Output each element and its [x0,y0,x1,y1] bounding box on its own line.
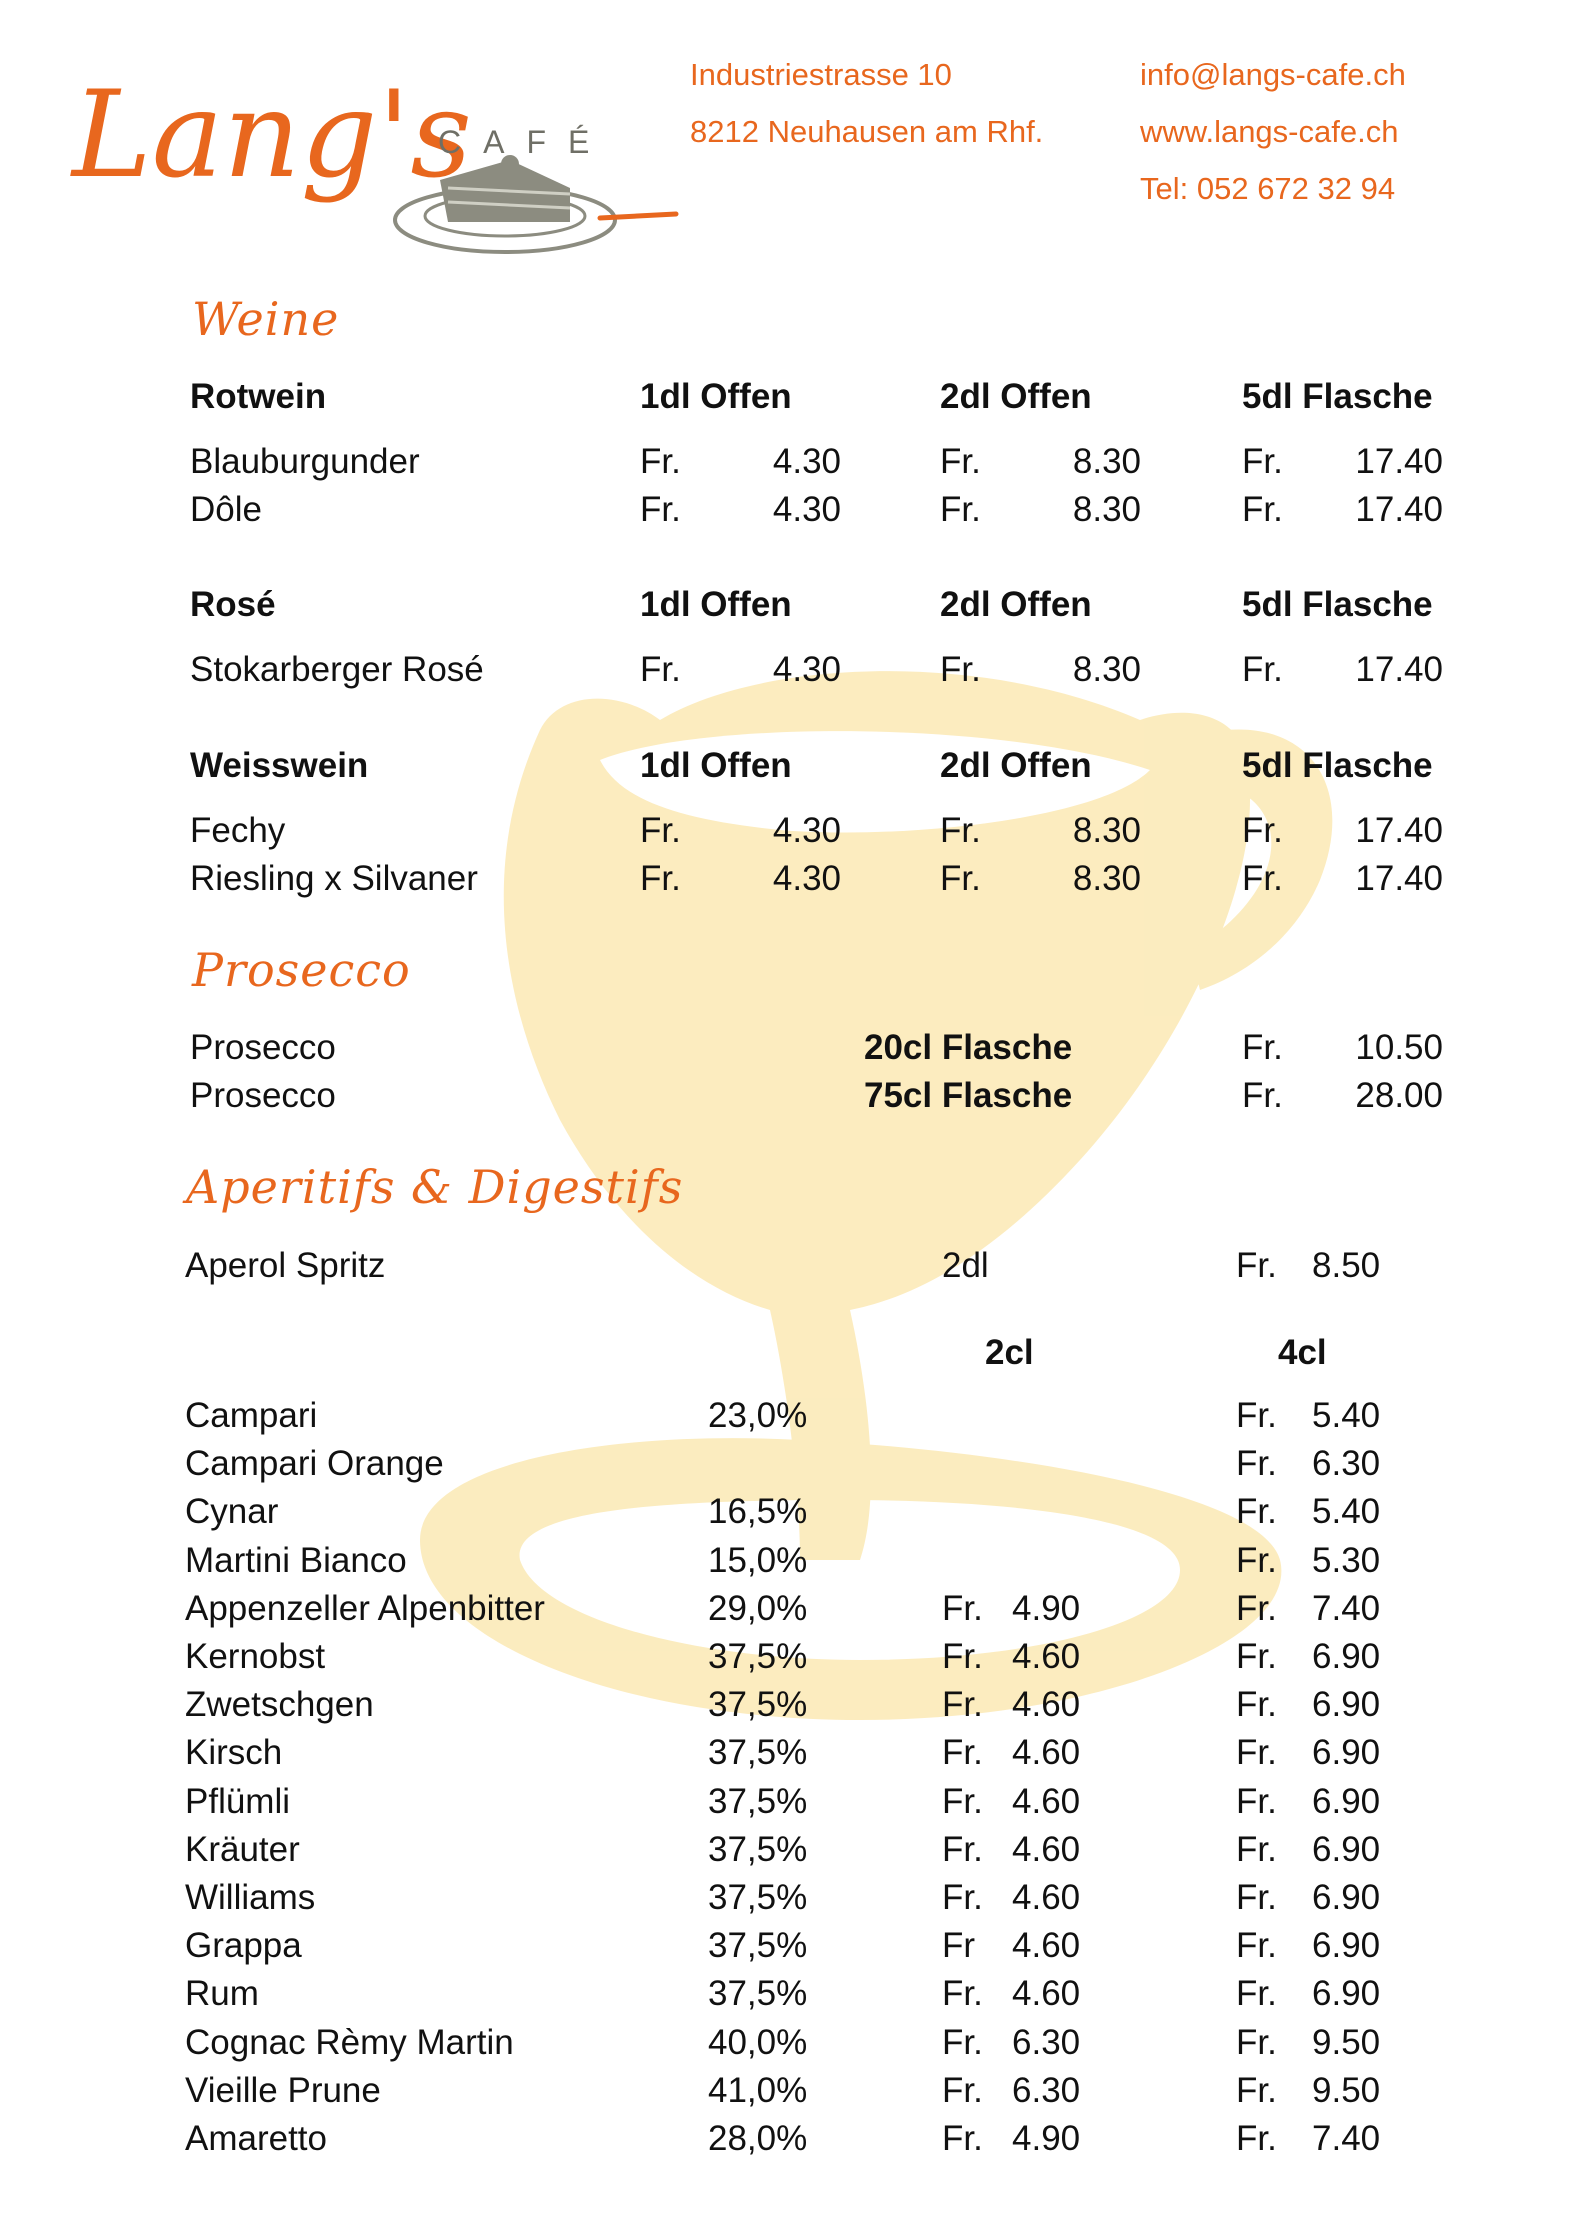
price-2cl: 4.60 [1012,1974,1081,2013]
column-heading: 1dl Offen [640,377,792,416]
currency-2cl: Fr [942,1926,976,1965]
prosecco-size: 20cl Flasche [864,1028,1073,1067]
section-title-weine: Weine [192,292,340,346]
currency: Fr. [1236,1246,1277,1285]
address-city: 8212 Neuhausen am Rhf. [690,114,1044,149]
column-heading: 2dl Offen [940,746,1092,785]
currency: Fr. [1242,1028,1283,1067]
drink-name: Rum [185,1974,259,2013]
column-heading: 2dl Offen [940,377,1092,416]
currency-4cl: Fr. [1236,2071,1277,2110]
currency-2cl: Fr. [942,1878,983,1917]
currency-2cl: Fr. [942,2119,983,2158]
price-2dl: 8.30 [1072,859,1141,898]
section-title-aperitifs: Aperitifs & Digestifs [186,1160,684,1214]
price-2dl: 8.30 [1072,442,1141,481]
currency: Fr. [940,490,981,529]
currency-2cl: Fr. [942,1637,983,1676]
logo-cafe: CAFÉ [438,124,612,160]
address-street: Industriestrasse 10 [690,57,952,92]
drink-name: Kernobst [185,1637,326,1676]
currency-4cl: Fr. [1236,1637,1277,1676]
currency-4cl: Fr. [1236,1974,1277,2013]
prosecco-name: Prosecco [190,1076,336,1115]
drink-name: Kräuter [185,1830,300,1869]
drink-abv: 37,5% [708,1782,808,1821]
column-heading: 2dl Offen [940,585,1092,624]
price-4cl: 5.40 [1312,1492,1381,1531]
currency: Fr. [1242,490,1283,529]
price-2cl: 4.90 [1012,1589,1081,1628]
price-2cl: 4.60 [1012,1685,1081,1724]
price-5dl: 17.40 [1355,650,1443,689]
currency-4cl: Fr. [1236,1830,1277,1869]
price-2cl: 6.30 [1012,2023,1081,2062]
drink-name: Kirsch [185,1733,283,1772]
currency-2cl: Fr. [942,2023,983,2062]
drink-abv: 37,5% [708,1637,808,1676]
drink-abv: 37,5% [708,1878,808,1917]
price-5dl: 17.40 [1355,490,1443,529]
currency-4cl: Fr. [1236,1396,1277,1435]
price-2cl: 4.60 [1012,1926,1081,1965]
prosecco-name: Prosecco [190,1028,336,1067]
drink-name: Cognac Rèmy Martin [185,2023,514,2062]
currency-2cl: Fr. [942,1974,983,2013]
price-2cl: 4.60 [1012,1733,1081,1772]
drink-abv: 23,0% [708,1396,808,1435]
price-4cl: 6.90 [1312,1926,1381,1965]
currency: Fr. [1242,811,1283,850]
currency: Fr. [1242,442,1283,481]
price-4cl: 7.40 [1312,2119,1381,2158]
drink-abv: 37,5% [708,1830,808,1869]
drink-abv: 41,0% [708,2071,808,2110]
currency: Fr. [940,859,981,898]
drink-name: Appenzeller Alpenbitter [185,1589,545,1628]
currency-2cl: Fr. [942,1830,983,1869]
currency: Fr. [640,442,681,481]
price-1dl: 4.30 [772,859,841,898]
currency-2cl: Fr. [942,1782,983,1821]
drink-price: 8.50 [1312,1246,1381,1285]
price-4cl: 6.90 [1312,1782,1381,1821]
currency: Fr. [1242,859,1283,898]
currency-4cl: Fr. [1236,1733,1277,1772]
price-5dl: 17.40 [1355,811,1443,850]
price-2cl: 4.60 [1012,1782,1081,1821]
logo-wordmark: Lang's [72,66,472,205]
column-heading: 1dl Offen [640,746,792,785]
price-4cl: 5.30 [1312,1541,1381,1580]
wine-name: Blauburgunder [190,442,420,481]
drink-size: 2dl [942,1246,989,1285]
column-heading: 1dl Offen [640,585,792,624]
currency-2cl: Fr. [942,1685,983,1724]
currency-4cl: Fr. [1236,1541,1277,1580]
currency: Fr. [940,442,981,481]
drink-name: Williams [185,1878,316,1917]
price-4cl: 9.50 [1312,2071,1381,2110]
drink-name: Amaretto [185,2119,327,2158]
currency-2cl: Fr. [942,1733,983,1772]
price-5dl: 17.40 [1355,442,1443,481]
price-4cl: 6.90 [1312,1685,1381,1724]
column-heading-2cl: 2cl [985,1333,1034,1372]
price-4cl: 6.30 [1312,1444,1381,1483]
group-heading: Rosé [190,585,276,624]
currency: Fr. [1242,650,1283,689]
price-2cl: 4.60 [1012,1637,1081,1676]
price-2dl: 8.30 [1072,811,1141,850]
drink-name: Zwetschgen [185,1685,374,1724]
currency-4cl: Fr. [1236,1492,1277,1531]
currency: Fr. [640,650,681,689]
currency-2cl: Fr. [942,1589,983,1628]
drink-abv: 37,5% [708,1733,808,1772]
currency: Fr. [940,811,981,850]
email-link[interactable]: info@langs-cafe.ch [1140,57,1406,92]
drink-abv: 37,5% [708,1685,808,1724]
price-2dl: 8.30 [1072,490,1141,529]
drink-abv: 29,0% [708,1589,808,1628]
drink-abv: 37,5% [708,1974,808,2013]
price-2cl: 4.60 [1012,1878,1081,1917]
price-2cl: 4.90 [1012,2119,1081,2158]
price-1dl: 4.30 [772,650,841,689]
drink-name: Campari [185,1396,318,1435]
currency: Fr. [640,811,681,850]
column-heading: 5dl Flasche [1242,585,1433,624]
drink-name: Martini Bianco [185,1541,407,1580]
drink-name: Campari Orange [185,1444,444,1483]
wine-name: Dôle [190,490,262,529]
group-heading: Rotwein [190,377,327,416]
currency: Fr. [1242,1076,1283,1115]
section-title-prosecco: Prosecco [192,943,411,997]
price-4cl: 6.90 [1312,1878,1381,1917]
group-heading: Weisswein [190,746,369,785]
currency: Fr. [640,859,681,898]
currency-4cl: Fr. [1236,1444,1277,1483]
website-link[interactable]: www.langs-cafe.ch [1140,114,1399,149]
currency-4cl: Fr. [1236,1685,1277,1724]
prosecco-price: 28.00 [1355,1076,1443,1115]
price-5dl: 17.40 [1355,859,1443,898]
price-1dl: 4.30 [772,442,841,481]
currency-4cl: Fr. [1236,2023,1277,2062]
currency: Fr. [940,650,981,689]
wine-name: Fechy [190,811,286,850]
price-2cl: 4.60 [1012,1830,1081,1869]
drink-name: Grappa [185,1926,302,1965]
price-4cl: 6.90 [1312,1637,1381,1676]
price-1dl: 4.30 [772,811,841,850]
price-4cl: 6.90 [1312,1733,1381,1772]
drink-name: Vieille Prune [185,2071,381,2110]
price-4cl: 5.40 [1312,1396,1381,1435]
phone-number: Tel: 052 672 32 94 [1140,171,1396,206]
currency-4cl: Fr. [1236,1926,1277,1965]
drink-abv: 40,0% [708,2023,808,2062]
currency-4cl: Fr. [1236,2119,1277,2158]
prosecco-size: 75cl Flasche [864,1076,1073,1115]
drink-abv: 15,0% [708,1541,808,1580]
drink-name: Cynar [185,1492,279,1531]
currency-4cl: Fr. [1236,1589,1277,1628]
price-4cl: 6.90 [1312,1830,1381,1869]
price-2cl: 6.30 [1012,2071,1081,2110]
drink-abv: 28,0% [708,2119,808,2158]
drink-abv: 16,5% [708,1492,808,1531]
currency-2cl: Fr. [942,2071,983,2110]
price-4cl: 6.90 [1312,1974,1381,2013]
price-1dl: 4.30 [772,490,841,529]
drink-abv: 37,5% [708,1926,808,1965]
drink-name: Pflümli [185,1782,291,1821]
currency-4cl: Fr. [1236,1878,1277,1917]
price-4cl: 7.40 [1312,1589,1381,1628]
column-heading: 5dl Flasche [1242,377,1433,416]
column-heading-4cl: 4cl [1278,1333,1327,1372]
currency: Fr. [640,490,681,529]
price-2dl: 8.30 [1072,650,1141,689]
column-heading: 5dl Flasche [1242,746,1433,785]
wine-name: Riesling x Silvaner [190,859,478,898]
wine-name: Stokarberger Rosé [190,650,484,689]
drink-name: Aperol Spritz [185,1246,386,1285]
price-4cl: 9.50 [1312,2023,1381,2062]
prosecco-price: 10.50 [1355,1028,1443,1067]
currency-4cl: Fr. [1236,1782,1277,1821]
